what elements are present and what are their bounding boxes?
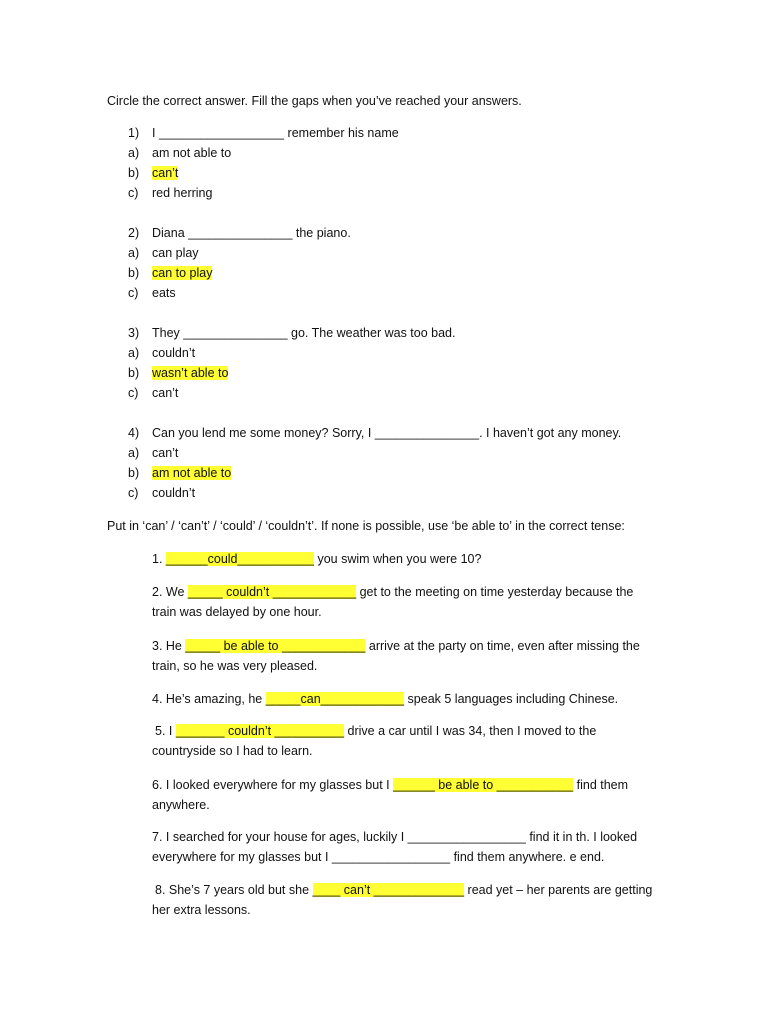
highlighted-answer: ______could___________ xyxy=(165,552,314,566)
highlighted-answer: _____ be able to ____________ xyxy=(185,639,366,653)
question-3-line xyxy=(128,326,455,340)
question-1-line xyxy=(128,126,399,140)
question-text: Diana _______________ the piano. xyxy=(152,226,351,240)
question-text: They _______________ go. The weather was too bad. xyxy=(152,326,456,340)
highlighted-answer: _______ couldn’t __________ xyxy=(175,724,345,738)
fill-item-5 xyxy=(152,721,596,761)
option-b xyxy=(128,366,228,380)
option-text: am not able to xyxy=(152,146,232,160)
option-b xyxy=(128,466,231,480)
option-c xyxy=(128,286,176,300)
question-text: Can you lend me some money? Sorry, I _______________. I haven’t got any money. xyxy=(152,426,622,440)
item-continuation: everywhere for my glasses but I _________________ find them anywhere. e end. xyxy=(152,850,605,864)
fill-item-6 xyxy=(152,775,628,815)
item-prefix: 2. We xyxy=(152,585,188,599)
option-letter: b) xyxy=(128,366,140,380)
question-4-line xyxy=(128,426,621,440)
item-suffix: read yet – her parents are getting xyxy=(464,883,653,897)
item-suffix: get to the meeting on time yesterday because the xyxy=(356,585,634,599)
item-suffix: you swim when you were 10? xyxy=(313,552,482,566)
option-letter: c) xyxy=(128,286,139,300)
question-2-line xyxy=(128,226,351,240)
highlighted-option-text: can to play xyxy=(152,266,213,280)
part2-instruction: Put in ‘can’ / ‘can’t’ / ‘could’ / ‘couldn’t’. If none is possible, use ‘be able to’ in the correct tense: xyxy=(107,519,625,533)
question-number: 4) xyxy=(128,426,140,440)
option-letter: b) xyxy=(128,266,140,280)
item-prefix: 5. I xyxy=(155,724,176,738)
fill-item-4 xyxy=(152,689,618,709)
fill-item-2 xyxy=(152,582,633,622)
item-suffix: arrive at the party on time, even after missing the xyxy=(365,639,640,653)
option-c xyxy=(128,486,195,500)
option-c xyxy=(128,386,178,400)
option-a xyxy=(128,446,178,460)
option-text: red herring xyxy=(152,186,213,200)
option-b xyxy=(128,266,212,280)
option-c xyxy=(128,186,212,200)
option-letter: a) xyxy=(128,146,140,160)
option-text: couldn’t xyxy=(152,486,196,500)
option-text: couldn’t xyxy=(152,346,196,360)
option-text: can’t xyxy=(152,446,179,460)
highlighted-answer: ______ be able to ___________ xyxy=(393,778,574,792)
option-letter: c) xyxy=(128,486,139,500)
item-prefix: 4. He’s amazing, he xyxy=(152,692,266,706)
item-suffix: find them xyxy=(573,778,629,792)
option-a xyxy=(128,346,195,360)
highlighted-answer: _____can____________ xyxy=(265,692,405,706)
item-prefix: 1. xyxy=(152,552,166,566)
item-prefix: 8. She’s 7 years old but she xyxy=(155,883,313,897)
fill-item-1 xyxy=(152,549,481,569)
highlighted-option-text: am not able to xyxy=(152,466,232,480)
option-letter: a) xyxy=(128,246,140,260)
option-letter: a) xyxy=(128,446,140,460)
option-text: can’t xyxy=(152,386,179,400)
question-text: I __________________ remember his name xyxy=(152,126,399,140)
option-b xyxy=(128,166,178,180)
part1-instruction: Circle the correct answer. Fill the gaps when you’ve reached your answers. xyxy=(107,94,522,108)
item-continuation: her extra lessons. xyxy=(152,903,251,917)
item-prefix: 3. He xyxy=(152,639,186,653)
option-a xyxy=(128,146,231,160)
item-continuation: train was delayed by one hour. xyxy=(152,605,322,619)
question-number: 1) xyxy=(128,126,140,140)
option-text: can play xyxy=(152,246,199,260)
item-suffix: speak 5 languages including Chinese. xyxy=(404,692,619,706)
highlighted-answer: _____ couldn’t ____________ xyxy=(187,585,357,599)
item-prefix: 7. I searched for your house for ages, luckily I _________________ find it in th. I looked xyxy=(152,830,638,844)
option-letter: b) xyxy=(128,166,140,180)
item-continuation: anywhere. xyxy=(152,798,210,812)
option-letter: c) xyxy=(128,386,139,400)
fill-item-8 xyxy=(152,880,652,920)
highlighted-option-text: can’t xyxy=(152,166,179,180)
option-a xyxy=(128,246,199,260)
question-number: 3) xyxy=(128,326,140,340)
option-letter: c) xyxy=(128,186,139,200)
fill-item-7 xyxy=(152,827,637,867)
fill-item-3 xyxy=(152,636,640,676)
option-letter: b) xyxy=(128,466,140,480)
item-suffix: drive a car until I was 34, then I moved to the xyxy=(344,724,597,738)
option-text: eats xyxy=(152,286,176,300)
highlighted-option-text: wasn’t able to xyxy=(152,366,229,380)
highlighted-answer: ____ can’t _____________ xyxy=(312,883,465,897)
option-letter: a) xyxy=(128,346,140,360)
item-prefix: 6. I looked everywhere for my glasses but I xyxy=(152,778,394,792)
question-number: 2) xyxy=(128,226,140,240)
item-continuation: countryside so I had to learn. xyxy=(152,744,313,758)
item-continuation: train, so he was very pleased. xyxy=(152,659,318,673)
